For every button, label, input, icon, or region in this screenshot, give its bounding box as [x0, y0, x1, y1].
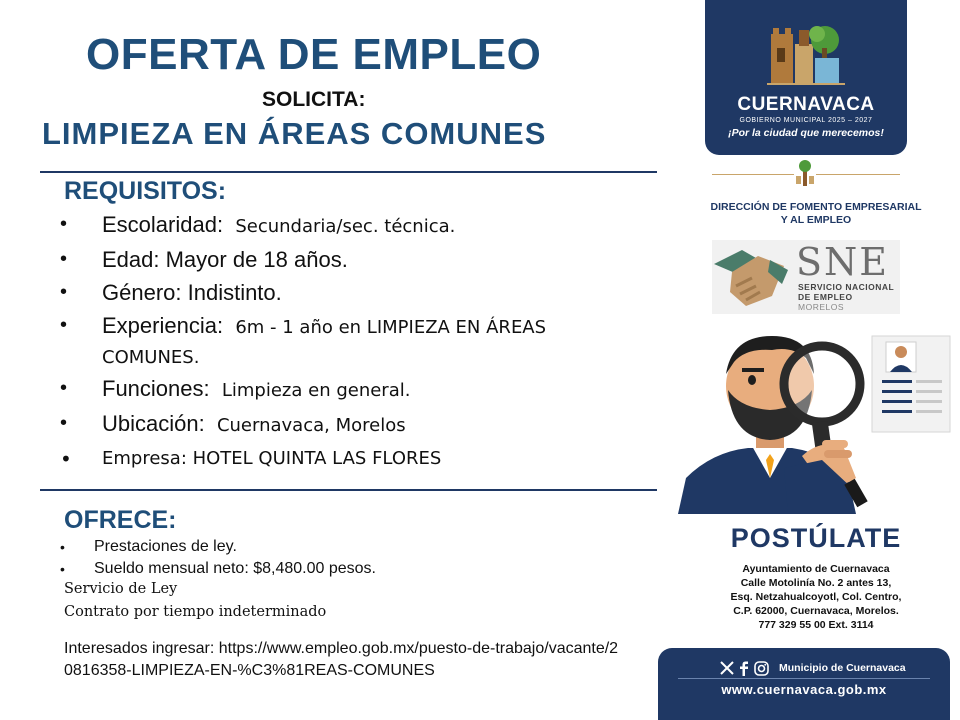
government-period: GOBIERNO MUNICIPAL 2025 – 2027: [739, 117, 873, 124]
bullet-icon: •: [60, 447, 72, 471]
req-label: Empresa: HOTEL QUINTA LAS FLORES: [102, 448, 442, 469]
list-item: [60, 276, 660, 309]
apply-instructions[interactable]: Interesados ingresar: https://www.empleo.gob.mx/puesto-de-trabajo/vacante/20816358-LIMPIEZA-EN-%C3%81REAS-COMUNES: [64, 640, 619, 679]
req-label: Escolaridad:: [102, 212, 224, 237]
address-line: Esq. Netzahualcoyotl, Col. Centro,: [730, 591, 902, 603]
list-item: [60, 208, 660, 243]
req-value: Cuernavaca, Morelos: [216, 415, 406, 436]
req-label: Experiencia:: [102, 313, 224, 338]
solicita-label: SOLICITA:: [262, 88, 366, 111]
divider: [40, 489, 657, 491]
list-item: [60, 442, 660, 476]
address-line: C.P. 62000, Cuernavaca, Morelos.: [733, 605, 899, 617]
sne-acronym: SNE: [796, 240, 890, 284]
req-label: Edad: Mayor de 18 años.: [102, 247, 348, 272]
footer-banner: [658, 648, 950, 720]
sne-fullname: [798, 282, 894, 312]
city-name: CUERNAVACA: [737, 94, 875, 115]
recruiter-magnifier-illustration: [672, 328, 960, 514]
bullet-icon: •: [60, 412, 68, 434]
list-item: [60, 558, 376, 580]
sne-line: SERVICIO NACIONAL: [798, 282, 895, 292]
contact-address: [672, 562, 960, 632]
slogan: ¡Por la ciudad que merecemos!: [728, 127, 884, 139]
job-position: LIMPIEZA EN ÁREAS COMUNES: [42, 116, 547, 151]
requisitos-list: [60, 208, 660, 476]
bullet-icon: •: [60, 213, 68, 235]
direccion-line: DIRECCIÓN DE FOMENTO EMPRESARIAL: [710, 201, 922, 213]
postulate-heading: POSTÚLATE: [730, 523, 902, 553]
bullet-icon: •: [60, 561, 65, 577]
social-links: [720, 660, 906, 676]
ofrece-item: Sueldo mensual neto: $8,480.00 pesos.: [94, 560, 376, 577]
direccion-line: Y AL EMPLEO: [780, 214, 852, 226]
ofrece-item: Prestaciones de ley.: [94, 538, 237, 555]
req-value-cont: COMUNES.: [102, 347, 200, 368]
bullet-icon: •: [60, 314, 68, 336]
address-line: Calle Motolinía No. 2 antes 13,: [740, 577, 892, 589]
sne-state: MORELOS: [798, 302, 845, 312]
bullet-icon: •: [60, 248, 68, 270]
ofrece-heading: OFRECE:: [64, 506, 177, 534]
ofrece-list: [60, 536, 376, 580]
city-brand-banner: [705, 0, 907, 155]
direccion-label: [672, 201, 960, 227]
bullet-icon: •: [60, 539, 65, 555]
list-item: [60, 407, 660, 442]
instagram-icon[interactable]: [754, 661, 769, 676]
sne-line: DE EMPLEO: [798, 292, 853, 302]
requisitos-heading: REQUISITOS:: [64, 177, 227, 205]
city-emblem-icon: [767, 18, 845, 90]
sidebar: [672, 0, 960, 720]
list-item: [60, 536, 376, 558]
list-item: [60, 309, 660, 372]
ornament-icon: [794, 158, 816, 188]
req-value: 6m - 1 año en LIMPIEZA EN ÁREAS: [235, 317, 547, 338]
req-value: Secundaria/sec. técnica.: [235, 216, 456, 237]
footer-divider: [678, 678, 930, 679]
website-link[interactable]: www.cuernavaca.gob.mx: [721, 682, 887, 697]
handshake-icon: [712, 242, 790, 312]
page-title: OFERTA DE EMPLEO: [86, 30, 542, 79]
req-label: Género: Indistinto.: [102, 280, 282, 305]
bullet-icon: •: [60, 377, 68, 399]
phone-number: 777 329 55 00 Ext. 3114: [758, 619, 874, 631]
req-label: Ubicación:: [102, 411, 205, 436]
ofrece-extra: Contrato por tiempo indeterminado: [64, 604, 327, 620]
social-handle: Municipio de Cuernavaca: [779, 662, 906, 674]
list-item: [60, 243, 660, 276]
facebook-icon[interactable]: [739, 661, 749, 676]
list-item: [60, 372, 660, 407]
ofrece-extra: Servicio de Ley: [64, 581, 178, 597]
req-value: Limpieza en general.: [221, 380, 411, 401]
divider: [40, 171, 657, 173]
address-line: Ayuntamiento de Cuernavaca: [742, 563, 890, 575]
x-icon[interactable]: [720, 661, 734, 675]
sne-logo: [712, 240, 900, 314]
req-label: Funciones:: [102, 376, 210, 401]
bullet-icon: •: [60, 281, 68, 303]
